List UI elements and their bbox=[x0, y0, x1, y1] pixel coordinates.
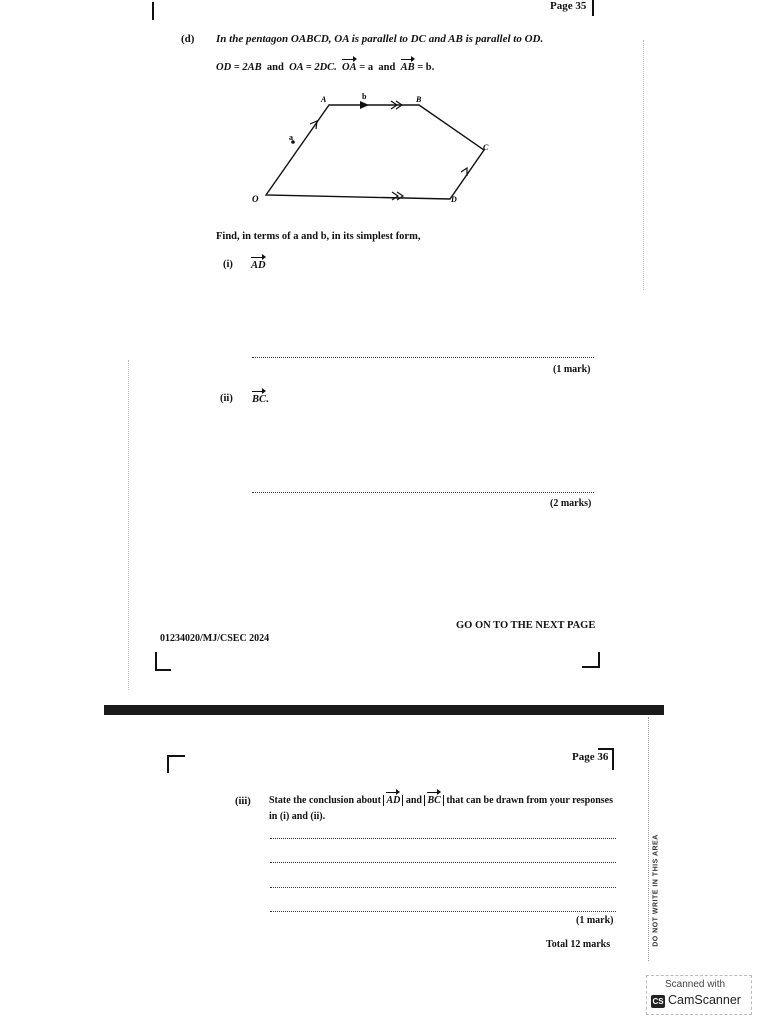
camscanner-watermark bbox=[646, 975, 752, 1015]
given-eq-b: = b. bbox=[417, 62, 435, 73]
label-B: B bbox=[416, 95, 422, 104]
vector-bc: BC bbox=[252, 394, 267, 405]
side-margin-text bbox=[648, 717, 663, 961]
q-i-vector bbox=[251, 260, 266, 271]
answer-line-iii-1[interactable] bbox=[270, 838, 616, 839]
corner-top-left bbox=[167, 755, 185, 773]
abs-ad bbox=[383, 795, 403, 806]
answer-line-iii-4[interactable] bbox=[270, 911, 616, 912]
label-D: D bbox=[451, 195, 457, 204]
q-ii-label: (ii) bbox=[220, 393, 233, 404]
label-a: a bbox=[289, 133, 293, 142]
page-number-36: Page 36 bbox=[572, 751, 609, 763]
label-b: b bbox=[362, 92, 367, 101]
total-marks: Total 12 marks bbox=[546, 939, 611, 950]
scan-edge-right bbox=[643, 40, 644, 290]
watermark-line1: Scanned with bbox=[665, 979, 726, 990]
part-label: (d) bbox=[181, 33, 195, 45]
answer-line-iii-3[interactable] bbox=[270, 887, 616, 888]
label-C: C bbox=[483, 143, 489, 152]
vector-ab: AB bbox=[400, 62, 415, 73]
q-iii-text-b: that can be drawn from your responses bbox=[446, 795, 614, 806]
vector-bc-2: BC bbox=[427, 795, 441, 806]
camscanner-logo-icon bbox=[651, 995, 665, 1008]
corner-bottom-left bbox=[155, 652, 171, 671]
footer-code: 01234020/MJ/CSEC 2024 bbox=[160, 633, 270, 644]
side-text: DO NOT WRITE IN THIS AREA bbox=[652, 834, 660, 947]
page-number: Page 35 bbox=[550, 0, 587, 12]
given-and2: and bbox=[378, 62, 396, 73]
scan-edge-left bbox=[128, 360, 129, 690]
answer-line-iii-2[interactable] bbox=[270, 862, 616, 863]
answer-line-ii[interactable] bbox=[252, 492, 594, 493]
vector-ad-2: AD bbox=[386, 795, 401, 806]
q-ii-vector bbox=[252, 394, 269, 405]
top-left-mark bbox=[152, 2, 154, 20]
given-and1: and bbox=[266, 62, 284, 73]
given-eq-a: = a bbox=[359, 62, 374, 73]
given-line bbox=[216, 62, 434, 73]
q-iii-label: (iii) bbox=[235, 796, 251, 807]
given-eq2: OA = 2DC. bbox=[289, 62, 337, 73]
pentagon-diagram bbox=[245, 88, 505, 208]
q-iii-marks: (1 mark) bbox=[576, 915, 614, 926]
vector-ad: AD bbox=[251, 260, 266, 271]
q-ii-marks: (2 marks) bbox=[550, 498, 592, 509]
page-divider bbox=[104, 705, 664, 715]
q-i-marks: (1 mark) bbox=[553, 364, 591, 375]
vector-oa: OA bbox=[342, 62, 357, 73]
double-arrow-od-1 bbox=[392, 192, 398, 200]
corner-bottom-right bbox=[582, 652, 600, 668]
q-iii-text-a: State the conclusion about bbox=[269, 795, 381, 806]
cs-text: CS bbox=[652, 997, 664, 1006]
abs-bc bbox=[424, 795, 443, 806]
page-number-36-bracket bbox=[598, 748, 614, 770]
page-number-bar bbox=[592, 0, 594, 16]
instruction-text: Find, in terms of a and b, in its simplest form, bbox=[216, 231, 421, 242]
answer-line-i[interactable] bbox=[252, 357, 594, 358]
given-eq1: OD = 2AB bbox=[216, 62, 262, 73]
q-ii-suffix: . bbox=[266, 394, 269, 405]
footer-next-page: GO ON TO THE NEXT PAGE bbox=[456, 620, 596, 631]
q-iii-and: and bbox=[405, 795, 422, 806]
label-A: A bbox=[321, 95, 327, 104]
watermark-brand: CamScanner bbox=[668, 993, 741, 1007]
q-iii-line2: in (i) and (ii). bbox=[269, 811, 326, 822]
q-iii-text bbox=[269, 795, 613, 806]
arrow-ab bbox=[360, 101, 369, 109]
q-i-label: (i) bbox=[223, 259, 233, 270]
label-O: O bbox=[252, 194, 259, 204]
pentagon-outline bbox=[266, 105, 484, 199]
question-intro: In the pentagon OABCD, OA is parallel to DC and AB is parallel to OD. bbox=[216, 33, 544, 45]
page-36 bbox=[104, 715, 664, 963]
